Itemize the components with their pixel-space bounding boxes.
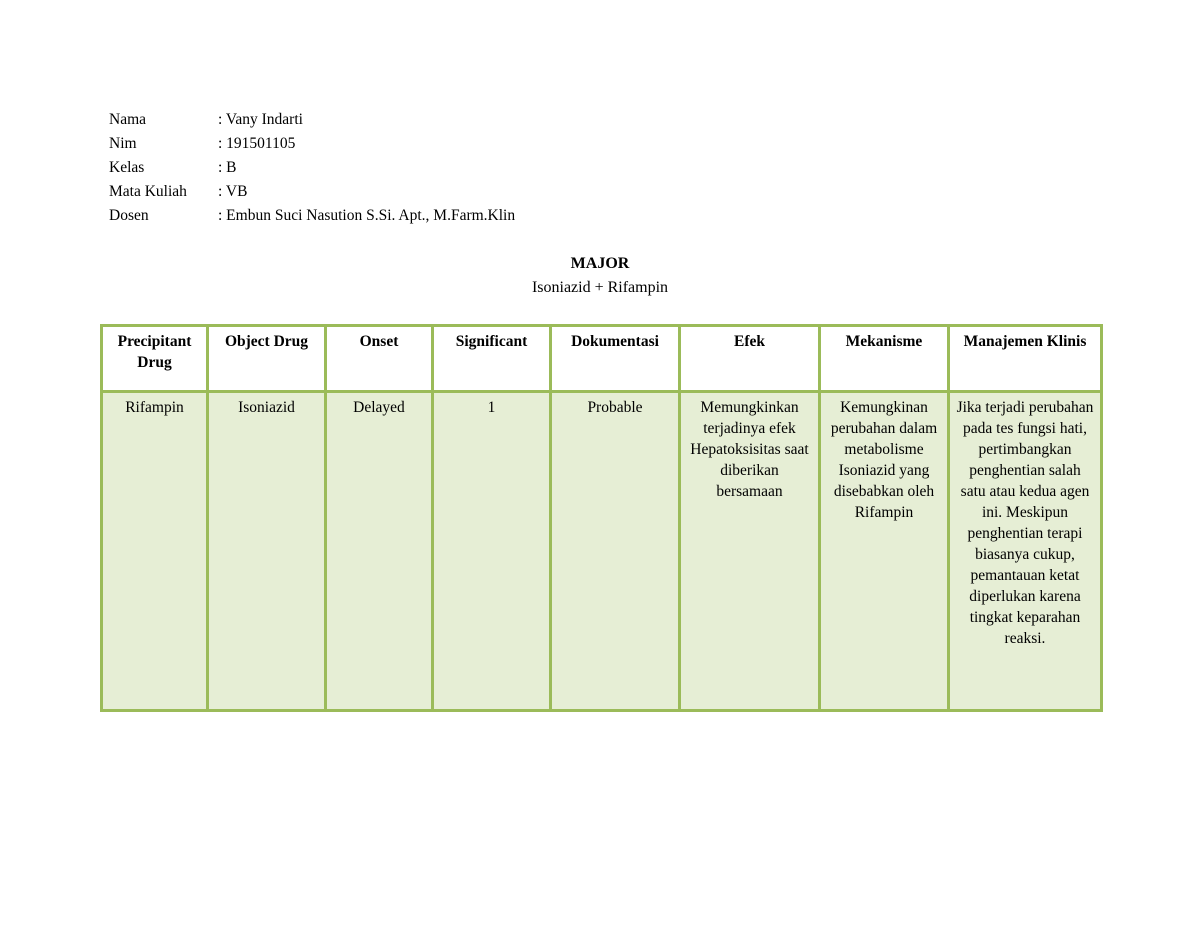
cell-significant: 1 <box>433 392 551 711</box>
info-value: : VB <box>218 183 248 200</box>
info-label: Kelas <box>109 159 145 176</box>
info-row-mata-kuliah <box>109 182 515 206</box>
cell-onset: Delayed <box>326 392 433 711</box>
cell-manajemen-klinis: Jika terjadi perubahan pada tes fungsi hati, pertimbangkan penghentian salah satu atau kedua agen ini. Meskipun penghentian terapi biasanya cukup, pemantauan ketat diperlukan karena tingkat keparahan reaksi. <box>949 392 1102 711</box>
info-label: Nim <box>109 135 137 152</box>
info-value: : Vany Indarti <box>218 111 303 128</box>
info-label: Dosen <box>109 207 149 224</box>
info-label: Mata Kuliah <box>109 183 187 200</box>
cell-mekanisme: Kemungkinan perubahan dalam metabolisme Isoniazid yang disebabkan oleh Rifampin <box>820 392 949 711</box>
cell-efek: Memungkinkan terjadinya efek Hepatoksisitas saat diberikan bersamaan <box>680 392 820 711</box>
page-title: MAJOR <box>570 255 630 272</box>
table-row <box>102 392 1102 711</box>
info-value: : B <box>218 159 237 176</box>
info-row-nim <box>109 134 515 158</box>
drug-interaction-table <box>100 324 1103 712</box>
page-subtitle: Isoniazid + Rifampin <box>531 279 669 296</box>
table-header-row <box>102 326 1102 392</box>
header-manajemen-klinis: Manajemen Klinis <box>949 326 1102 392</box>
header-onset: Onset <box>326 326 433 392</box>
student-info <box>109 110 515 230</box>
cell-object-drug: Isoniazid <box>208 392 326 711</box>
info-row-nama <box>109 110 515 134</box>
info-row-dosen <box>109 206 515 230</box>
header-efek: Efek <box>680 326 820 392</box>
info-value: : 191501105 <box>218 135 296 152</box>
header-significant: Significant <box>433 326 551 392</box>
cell-dokumentasi: Probable <box>551 392 680 711</box>
header-dokumentasi: Dokumentasi <box>551 326 680 392</box>
header-mekanisme: Mekanisme <box>820 326 949 392</box>
cell-precipitant-drug: Rifampin <box>102 392 208 711</box>
header-object-drug: Object Drug <box>208 326 326 392</box>
info-value: : Embun Suci Nasution S.Si. Apt., M.Farm.Klin <box>218 207 516 224</box>
info-row-kelas <box>109 158 515 182</box>
header-precipitant-drug: Precipitant Drug <box>102 326 208 392</box>
info-label: Nama <box>109 111 147 128</box>
